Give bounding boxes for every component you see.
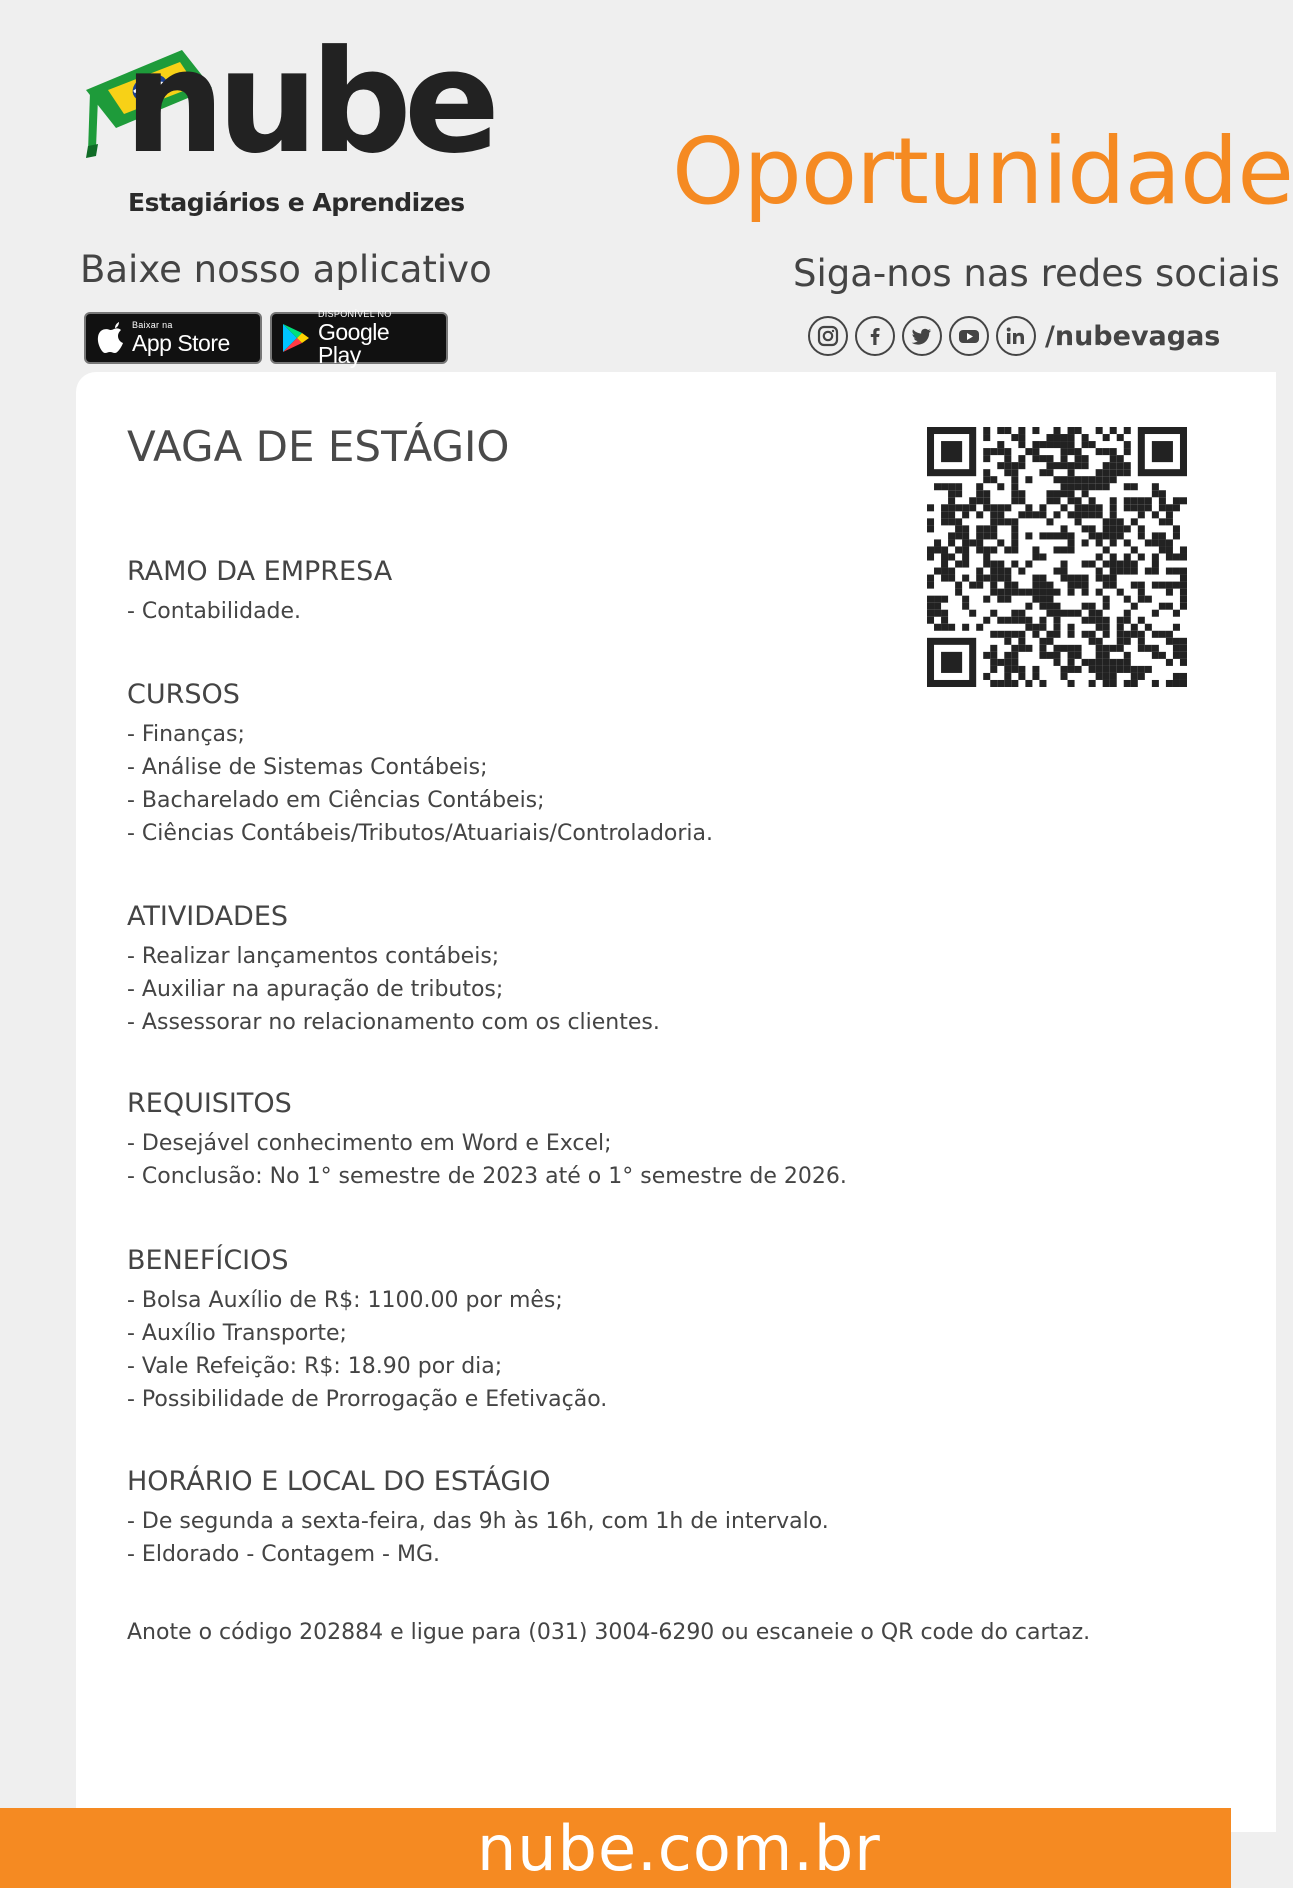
store-badges bbox=[84, 308, 448, 368]
section-atividades bbox=[127, 898, 660, 1039]
section-requisitos bbox=[127, 1085, 847, 1193]
section-ramo bbox=[127, 553, 392, 628]
section-horario-local bbox=[127, 1463, 829, 1571]
list-item: - Vale Refeição: R$: 18.90 por dia; bbox=[127, 1354, 503, 1379]
app-store-small-label: Baixar na bbox=[132, 320, 173, 330]
logo-wordmark: nube bbox=[124, 20, 493, 185]
section-heading: ATIVIDADES bbox=[127, 901, 289, 932]
apple-icon bbox=[96, 322, 124, 354]
qr-code[interactable] bbox=[927, 427, 1187, 687]
section-heading: BENEFÍCIOS bbox=[127, 1245, 289, 1276]
app-store-label: App Store bbox=[132, 330, 230, 356]
list-item: - Eldorado - Contagem - MG. bbox=[127, 1542, 440, 1567]
list-item: - Assessorar no relacionamento com os clientes. bbox=[127, 1010, 660, 1035]
section-heading: CURSOS bbox=[127, 679, 240, 710]
app-store-button[interactable] bbox=[84, 312, 262, 364]
instagram-icon[interactable] bbox=[808, 316, 848, 356]
apps-title: Baixe nosso aplicativo bbox=[80, 248, 492, 291]
section-heading: HORÁRIO E LOCAL DO ESTÁGIO bbox=[127, 1466, 551, 1497]
section-heading: RAMO DA EMPRESA bbox=[127, 556, 393, 587]
list-item: - Possibilidade de Prorrogação e Efetivação. bbox=[127, 1387, 608, 1412]
social-title: Siga-nos nas redes sociais bbox=[793, 252, 1280, 295]
list-item: - Ciências Contábeis/Tributos/Atuariais/Controladoria. bbox=[127, 821, 714, 846]
list-item: - De segunda a sexta-feira, das 9h às 16h, com 1h de intervalo. bbox=[127, 1509, 829, 1534]
social-handle: /nubevagas bbox=[1045, 320, 1221, 352]
contact-note: Anote o código 202884 e ligue para (031) 3004-6290 ou escaneie o QR code do cartaz. bbox=[127, 1620, 1091, 1645]
section-heading: REQUISITOS bbox=[127, 1088, 292, 1119]
list-item: - Auxílio Transporte; bbox=[127, 1321, 347, 1346]
social-links bbox=[808, 316, 1220, 356]
linkedin-icon[interactable] bbox=[996, 316, 1036, 356]
twitter-icon[interactable] bbox=[902, 316, 942, 356]
list-item: - Desejável conhecimento em Word e Excel; bbox=[127, 1131, 612, 1156]
google-play-button[interactable] bbox=[270, 308, 448, 368]
list-item: - Conclusão: No 1° semestre de 2023 até o 1° semestre de 2026. bbox=[127, 1164, 847, 1189]
facebook-icon[interactable] bbox=[855, 316, 895, 356]
headline: Oportunidade bbox=[672, 118, 1293, 225]
google-play-icon bbox=[282, 323, 310, 353]
footer-url-link[interactable]: nube.com.br bbox=[477, 1812, 881, 1885]
list-item: - Contabilidade. bbox=[127, 599, 302, 624]
page-title: VAGA DE ESTÁGIO bbox=[127, 422, 510, 471]
logo-subtitle: Estagiários e Aprendizes bbox=[128, 188, 465, 217]
google-play-label: Google Play bbox=[318, 318, 390, 368]
section-beneficios bbox=[127, 1242, 607, 1416]
list-item: - Realizar lançamentos contábeis; bbox=[127, 944, 500, 969]
nube-logo bbox=[84, 20, 494, 230]
list-item: - Finanças; bbox=[127, 722, 245, 747]
google-play-small-label: DISPONÍVEL NO bbox=[318, 308, 392, 319]
list-item: - Análise de Sistemas Contábeis; bbox=[127, 755, 488, 780]
list-item: - Bacharelado em Ciências Contábeis; bbox=[127, 788, 545, 813]
youtube-icon[interactable] bbox=[949, 316, 989, 356]
section-cursos bbox=[127, 676, 713, 850]
list-item: - Auxiliar na apuração de tributos; bbox=[127, 977, 504, 1002]
list-item: - Bolsa Auxílio de R$: 1100.00 por mês; bbox=[127, 1288, 563, 1313]
